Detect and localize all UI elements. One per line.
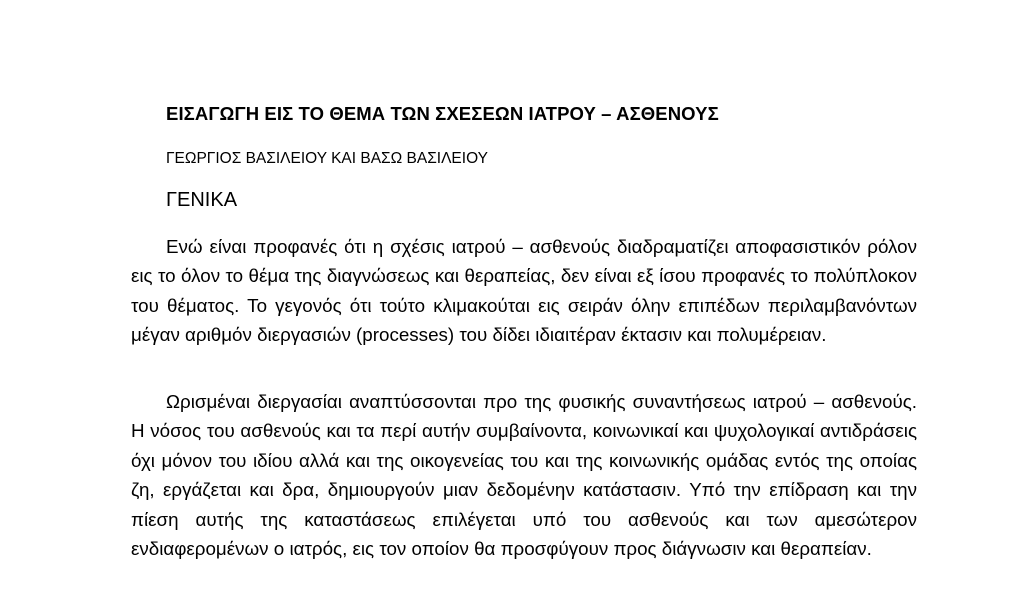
section-heading: ΓΕΝΙΚΑ <box>166 189 238 211</box>
paragraph-1: Ενώ είναι προφανές ότι η σχέσις ιατρού – ασθενούς διαδραματίζει αποφασιστικόν ρόλον εις το όλον το θέμα της διαγνώσεως και θεραπείας, δεν είναι εξ ίσου προφανές το πολύπλοκον του θέματος. Το γεγονός ότι τούτο κλιμακούται εις σειράν όλην επιπέδων περιλαμβανόντων μέγαν αριθμόν διεργασιών (processes) του δίδει ιδιαιτέραν έκτασιν και πολυμέρειαν. <box>131 236 917 346</box>
document-authors: ΓΕΩΡΓΙΟΣ ΒΑΣΙΛΕΙΟΥ ΚΑΙ ΒΑΣΩ ΒΑΣΙΛΕΙΟΥ <box>166 150 488 167</box>
document-title: ΕΙΣΑΓΩΓΗ ΕΙΣ ΤΟ ΘΕΜΑ ΤΩΝ ΣΧΕΣΕΩΝ ΙΑΤΡΟΥ – ΑΣΘΕΝΟΥΣ <box>166 103 719 124</box>
paragraph-2: Ωρισμέναι διεργασίαι αναπτύσσονται προ της φυσικής συναντήσεως ιατρού – ασθενούς. Η νόσος του ασθενούς και τα περί αυτήν συμβαίνοντα, κοινωνικαί και ψυχολογικαί αντιδράσεις όχι μόνον του ιδίου αλλά και της οικογενείας του και της κοινωνικής ομάδας εντός της οποίας ζη, εργάζεται και δρα, δημιουργούν μιαν δεδομένην κατάστασιν. Υπό την επίδραση και την πίεση αυτής της καταστάσεως επιλέγεται υπό του ασθενούς και των αμεσώτερον ενδιαφερομένων ο ιατρός, εις τον οποίον θα προσφύγουν προς διάγνωσιν και θεραπείαν. <box>131 391 917 560</box>
